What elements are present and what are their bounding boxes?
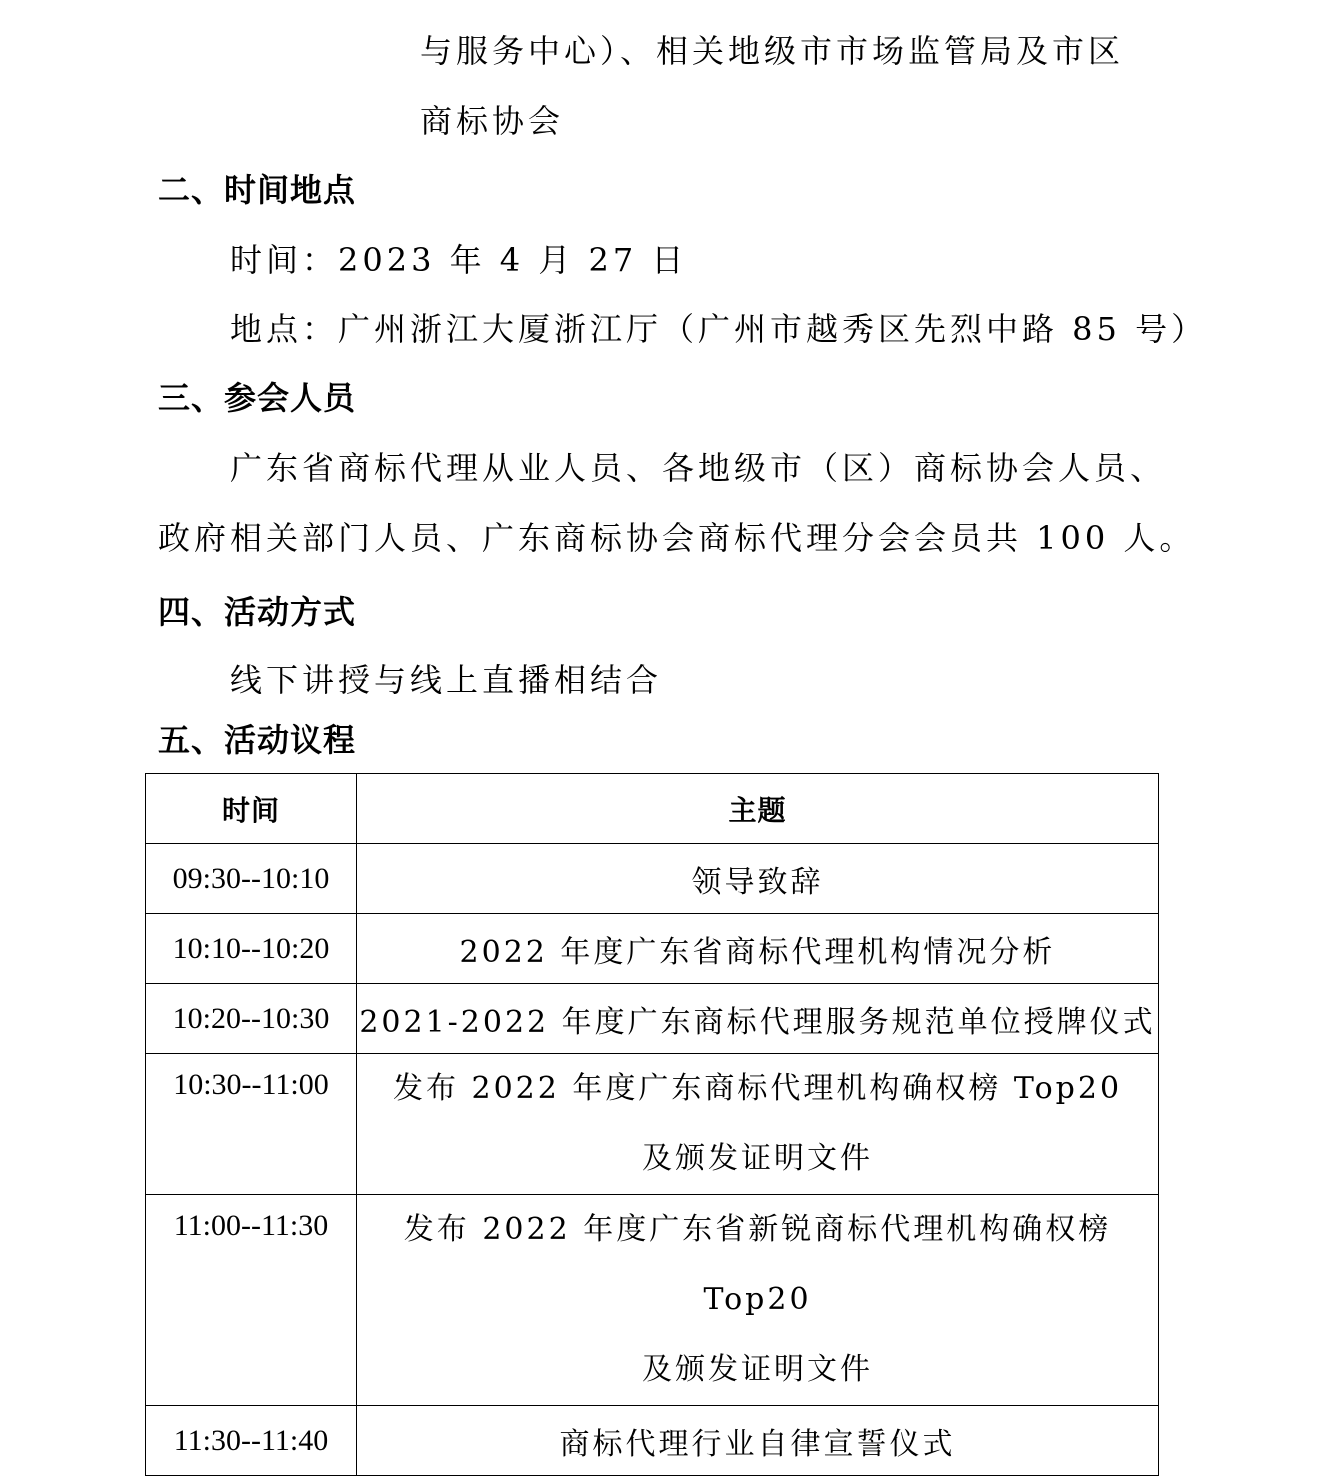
section-heading-agenda: 五、活动议程: [158, 721, 357, 759]
attendees-line-1: 广东省商标代理从业人员、各地级市（区）商标协会人员、: [230, 449, 1167, 487]
agenda-header-row: [146, 774, 1159, 844]
agenda-time: 11:30--11:40: [146, 1406, 357, 1476]
agenda-row: [146, 1195, 1159, 1406]
section-heading-format: 四、活动方式: [158, 593, 357, 631]
event-format: 线下讲授与线上直播相结合: [230, 661, 663, 699]
intro-line-2: 商标协会: [420, 102, 565, 140]
agenda-topic: 发布 2022 年度广东省新锐商标代理机构确权榜 Top20: [403, 1212, 1112, 1317]
agenda-topic-cell: [357, 1054, 1159, 1195]
agenda-topic: 领导致辞: [357, 844, 1159, 914]
agenda-table: [145, 773, 1159, 1476]
agenda-topic-continued: 及颁发证明文件: [642, 1141, 873, 1176]
event-place: 地点：广州浙江大厦浙江厅（广州市越秀区先烈中路 85 号）: [230, 310, 1208, 348]
event-time: 时间：2023 年 4 月 27 日: [230, 241, 688, 279]
agenda-time: 09:30--10:10: [146, 844, 357, 914]
attendees-line-2: 政府相关部门人员、广东商标协会商标代理分会会员共 100 人。: [158, 519, 1196, 557]
agenda-header-time: 时间: [146, 774, 357, 844]
agenda-topic: 发布 2022 年度广东商标代理机构确权榜 Top20: [392, 1071, 1123, 1106]
agenda-topic-continued: 及颁发证明文件: [642, 1352, 873, 1387]
agenda-time: 11:00--11:30: [146, 1195, 357, 1406]
section-heading-attendees: 三、参会人员: [158, 379, 357, 417]
agenda-time: 10:20--10:30: [146, 984, 357, 1054]
agenda-topic: 商标代理行业自律宣誓仪式: [357, 1406, 1159, 1476]
agenda-row: [146, 1406, 1159, 1476]
intro-line-1: 与服务中心）、相关地级市市场监管局及市区: [420, 32, 1125, 70]
agenda-topic-cell: [357, 1195, 1159, 1406]
agenda-topic: 2022 年度广东省商标代理机构情况分析: [357, 914, 1159, 984]
agenda-time: 10:30--11:00: [146, 1054, 357, 1195]
agenda-topic: 2021-2022 年度广东商标代理服务规范单位授牌仪式: [357, 984, 1159, 1054]
agenda-time: 10:10--10:20: [146, 914, 357, 984]
agenda-row: [146, 844, 1159, 914]
agenda-header-topic: 主题: [357, 774, 1159, 844]
agenda-row: [146, 984, 1159, 1054]
agenda-row: [146, 1054, 1159, 1195]
agenda-row: [146, 914, 1159, 984]
section-heading-time-place: 二、时间地点: [158, 171, 357, 209]
